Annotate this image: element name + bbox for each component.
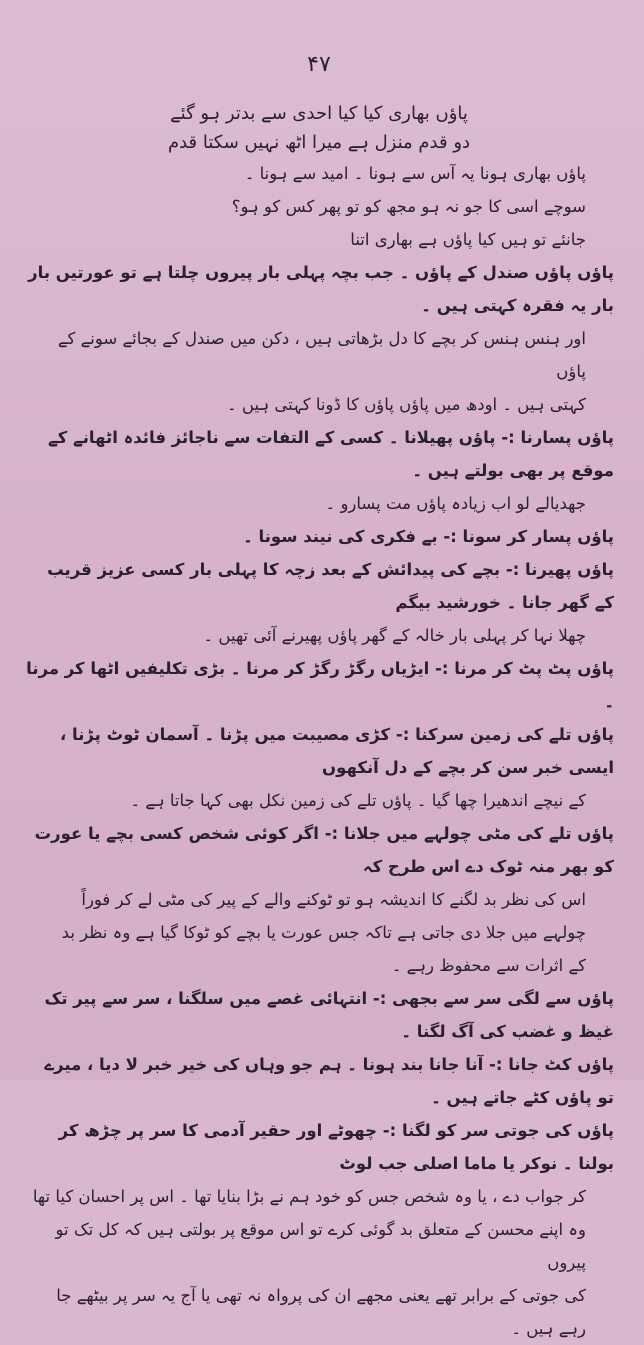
entry-line: پاؤں پسارنا :- پاؤں پھیلانا ۔ کسی کے التفات سے ناجائز فائدہ اٹھانے کے موقع پر بھی بولتے ہیں ۔	[48, 428, 614, 480]
entry-line: چولہے میں جلا دی جاتی ہے تاکہ جس عورت یا بچے کو ٹوکا گیا ہے وہ نظر بد	[61, 923, 586, 942]
entries-list	[24, 157, 614, 1345]
verse-line: دو قدم منزل ہے میرا اٹھ نہیں سکتا قدم	[167, 132, 471, 153]
entry-line: چھلا نہا کر پہلی بار خالہ کے گھر پاؤں پھیرنے آئی تھیں ۔	[203, 626, 586, 645]
entry-line: رہے ہیں ۔	[511, 1319, 586, 1338]
entry-line: جانئے تو ہیں کیا پاؤں ہے بھاری اتنا	[350, 230, 586, 249]
entry-line: سوچے اسی کا جو نہ ہو مجھ کو تو پھر کس کو ہو؟	[231, 197, 586, 216]
entry-line: پاؤں پٹ پٹ کر مرنا :- ایڑیاں رگڑ رگڑ کر مرنا ۔ بڑی تکلیفیں اٹھا کر مرنا ۔	[26, 659, 614, 711]
entry-line: پاؤں سے لگی سر سے بجھی :- انتہائی غصے میں سلگنا ، سر سے پیر تک غیظ و غضب کی آگ لگنا ۔	[44, 989, 614, 1041]
verse-couplet	[24, 99, 614, 157]
entry-line: پاؤں پھیرنا :- بچے کی پیدائش کے بعد زچہ کا پہلی بار کسی عزیز قریب کے گھر جانا ۔ خورشید بیگم	[47, 560, 614, 612]
entry-line: اور ہنس ہنس کر بچے کا دل بڑھاتی ہیں ، دکن میں صندل کے بجائے سونے کے پاؤں	[57, 329, 586, 381]
entry-line: پاؤں تلے کی زمین سرکنا :- کڑی مصیبت میں پڑنا ۔ آسمان ٹوٹ پڑنا ، ایسی خبر سن کر بچے کے دل آنکھوں	[60, 725, 614, 777]
page-number: ۴۷	[307, 52, 331, 77]
verse-line: پاؤں بھاری کیا کیا احدی سے بدتر ہو گئے	[170, 103, 468, 124]
entry-line: پاؤں تلے کی مٹی چولہے میں جلانا :- اگر کوئی شخص کسی بچے یا عورت کو بھر منہ ٹوک دے اس طرح کہ	[34, 824, 614, 876]
entry-line: پاؤں کی جوتی سر کو لگنا :- چھوٹے اور حقیر آدمی کا سر پر چڑھ کر بولنا ۔ نوکر یا ماما اصلی جب لوٹ	[58, 1121, 614, 1173]
entry-line: اس کی نظر بد لگنے کا اندیشہ ہو تو ٹوکنے والے کے پیر کی مٹی لے کر فوراً	[81, 890, 586, 909]
entry-line: کر جواب دے ، یا وہ شخص جس کو خود ہم نے بڑا بنایا تھا ۔ اس پر احسان کیا تھا	[32, 1187, 586, 1206]
entry-line: کی جوتی کے برابر تھے یعنی مجھے ان کی پرواہ نہ تھی یا آج یہ سر پر بیٹھے جا	[56, 1286, 586, 1305]
entry-line: جھدیالے لو اب زیادہ پاؤں مت پسارو ۔	[325, 494, 586, 513]
entry-line: کہتی ہیں ۔ اودھ میں پاؤں پاؤں کا ڈونا کہتی ہیں ۔	[227, 395, 586, 414]
entry-line: پاؤں بھاری ہونا یہ آس سے ہونا ۔ امید سے ہونا ۔	[244, 164, 586, 183]
entry-line: پاؤں کٹ جانا :- آنا جانا بند ہونا ۔ ہم جو وہاں کی خیر خبر لا دیا ، میرے تو پاؤں کٹے جاتے ہیں ۔	[44, 1055, 614, 1107]
entry-line: پاؤں پاؤں صندل کے پاؤں ۔ جب بچہ پہلی بار پیروں چلتا ہے تو عورتیں بار بار یہ فقرہ کہتی ہیں ۔	[28, 263, 614, 315]
entry-line: وہ اپنے محسن کے متعلق بد گوئی کرے تو اس موقع پر بولتی ہیں کہ کل تک تو پیروں	[55, 1220, 586, 1272]
entry-line: کے اثرات سے محفوظ رہے ۔	[391, 956, 586, 975]
entry-line: کے نیچے اندھیرا چھا گیا ۔ پاؤں تلے کی زمین نکل بھی کہا جاتا ہے ۔	[130, 791, 586, 810]
entry-line: پاؤں پسار کر سونا :- بے فکری کی نیند سونا ۔	[243, 527, 614, 546]
